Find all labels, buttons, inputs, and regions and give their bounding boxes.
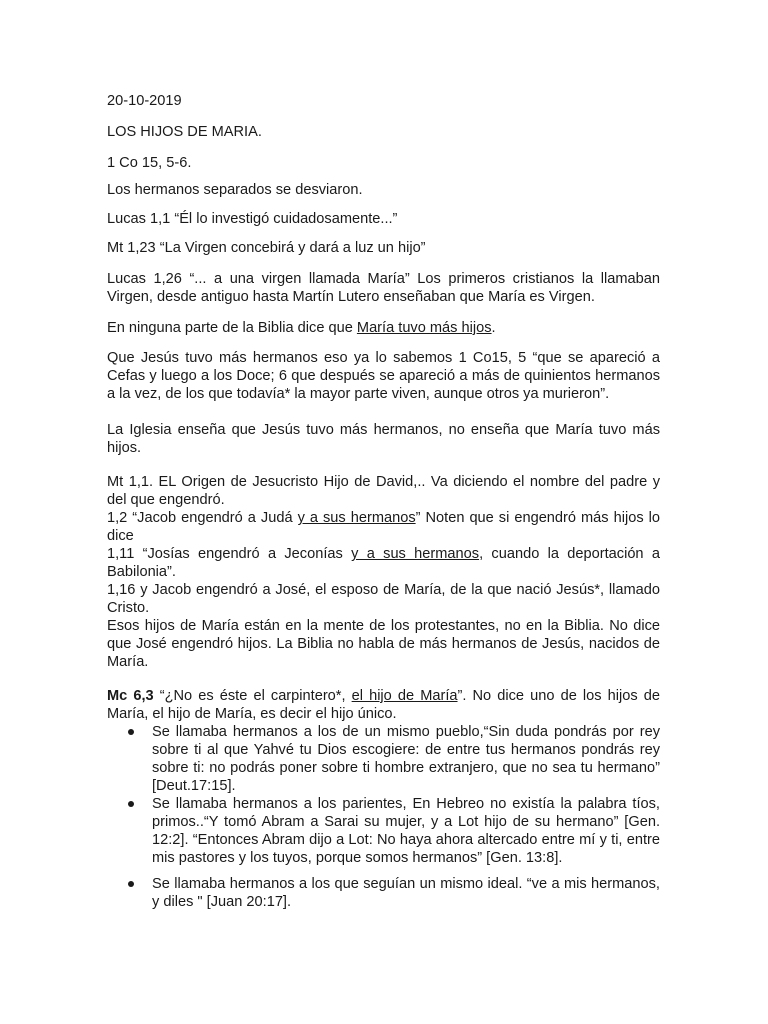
list-item: Se llamaba hermanos a los que seguían un mismo ideal. “ve a mis hermanos, y diles " [Juan 20:17].	[152, 876, 660, 910]
text-run: .	[491, 320, 496, 336]
doc-title: LOS HIJOS DE MARIA.	[107, 124, 262, 140]
text-run: , cuando la deportación a Babilonia”.	[107, 546, 660, 580]
paragraph-verse-1-11	[107, 545, 660, 581]
paragraph-mt-1-23: Mt 1,23 “La Virgen concebirá y dará a luz un hijo”	[107, 240, 426, 256]
list-item: Se llamaba hermanos a los parientes, En Hebreo no existía la palabra tíos, primos..“Y tomó Abram a Sarai su mujer, y a Lot hijo de su hermano” [Gen. 12:2]. “Entonces Abram dijo a Lot: No haya ahora altercado entre mí y ti, entre mis pastores y los tuyos, porque somos hermanos” [Gen. 13:8].	[152, 796, 660, 866]
paragraph-mc-6-3	[107, 687, 660, 723]
underlined-text: y a sus hermanos	[351, 546, 480, 562]
text-run: “¿No es éste el carpintero*,	[153, 688, 352, 704]
bold-reference: Mc 6,3	[107, 688, 154, 704]
paragraph-ninguna-parte	[107, 319, 660, 337]
underlined-text: el hijo de María	[351, 688, 458, 704]
list-item: Se llamaba hermanos a los de un mismo pueblo,“Sin duda pondrás por rey sobre ti al que Yahvé tu Dios escogiere: de entre tus hermanos pondrás rey sobre ti: no podrás poner sobre ti hombre extranjero, que no sea tu hermano” [Deut.17:15].	[152, 724, 660, 794]
paragraph-lucas-1-26: Lucas 1,26 “... a una virgen llamada María” Los primeros cristianos la llamaban Virgen, desde antiguo hasta Martín Lutero enseñaban que María es Virgen.	[107, 271, 660, 305]
bullet-icon	[128, 801, 134, 807]
underlined-text: María tuvo más hijos	[356, 320, 492, 336]
text-run: ”. No dice uno de los hijos de María, el hijo de María, es decir el hijo único.	[107, 688, 660, 722]
text-run: 1,2 “Jacob engendró a Judá	[107, 510, 298, 526]
paragraph-verse-1-16: 1,16 y Jacob engendró a José, el esposo de María, de la que nació Jesús*, llamado Cristo.	[107, 582, 660, 616]
doc-reference: 1 Co 15, 5-6.	[107, 155, 192, 171]
text-run: 1,11 “Josías engendró a Jeconías	[107, 546, 352, 562]
bullet-icon	[128, 881, 134, 887]
paragraph-mt-1-1: Mt 1,1. EL Origen de Jesucristo Hijo de David,.. Va diciendo el nombre del padre y del que engendró.	[107, 474, 660, 508]
paragraph-verse-1-2	[107, 509, 660, 545]
text-run: En ninguna parte de la Biblia dice que	[107, 320, 357, 336]
paragraph-separados: Los hermanos separados se desviaron.	[107, 182, 363, 198]
doc-date: 20-10-2019	[107, 93, 182, 109]
underlined-text: y a sus hermanos	[297, 510, 416, 526]
text-run: ” Noten que si engendró más hijos lo dice	[107, 510, 660, 544]
paragraph-esos-hijos: Esos hijos de María están en la mente de los protestantes, no en la Biblia. No dice que José engendró hijos. La Biblia no habla de más hermanos de Jesús, nacidos de María.	[107, 618, 660, 670]
paragraph-iglesia: La Iglesia enseña que Jesús tuvo más hermanos, no enseña que María tuvo más hijos.	[107, 422, 660, 456]
bullet-icon	[128, 729, 134, 735]
paragraph-lucas-1-1: Lucas 1,1 “Él lo investigó cuidadosamente...”	[107, 211, 398, 227]
paragraph-jesus-hermanos: Que Jesús tuvo más hermanos eso ya lo sabemos 1 Co15, 5 “que se apareció a Cefas y luego a los Doce; 6 que después se apareció a más de quinientos hermanos a la vez, de los que todavía* la mayor parte viven, aunque otros ya murieron”.	[107, 350, 660, 402]
